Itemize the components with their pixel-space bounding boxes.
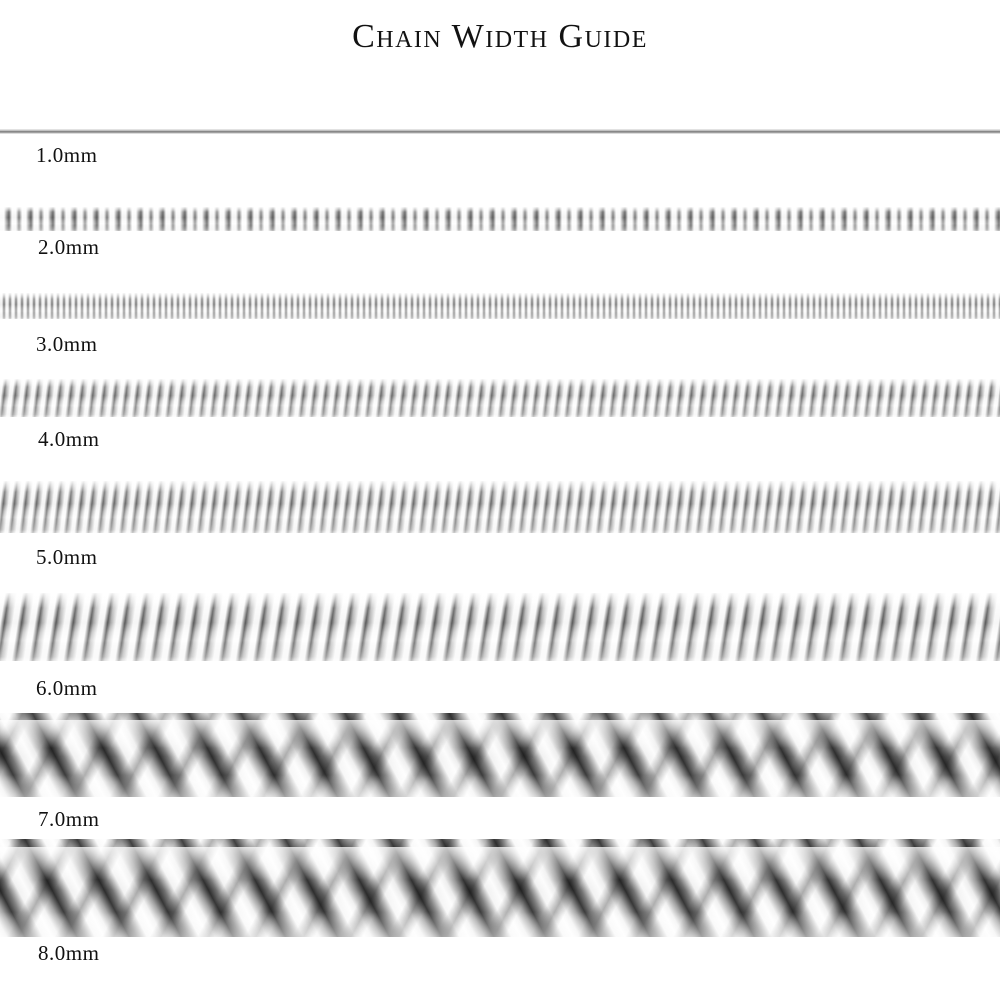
chain-strip-6-0mm	[0, 593, 1000, 661]
chain-label-1-0mm: 1.0mm	[36, 143, 98, 167]
chain-strip-5-0mm	[0, 481, 1000, 533]
chain-label-8-0mm: 8.0mm	[38, 941, 100, 965]
chain-texture-fine-line	[0, 129, 1000, 134]
chain-label-3-0mm: 3.0mm	[36, 332, 98, 356]
chain-strip-7-0mm	[0, 713, 1000, 797]
chain-label-4-0mm: 4.0mm	[38, 427, 100, 451]
chain-strip-4-0mm	[0, 379, 1000, 417]
chain-label-6-0mm: 6.0mm	[36, 676, 98, 700]
chain-strip-2-0mm	[0, 207, 1000, 231]
chain-label-2-0mm: 2.0mm	[38, 235, 100, 259]
chain-texture-snake	[0, 379, 1000, 417]
chain-texture-rope-cross	[0, 839, 1000, 937]
page-title: Chain Width Guide	[352, 18, 648, 55]
chain-texture-snake	[0, 481, 1000, 533]
chain-texture-snake-fine	[0, 293, 1000, 319]
chain-label-7-0mm: 7.0mm	[38, 807, 100, 831]
chain-texture-bead	[0, 207, 1000, 231]
chain-texture-rope-cross	[0, 713, 1000, 797]
chain-texture-snake-wide	[0, 593, 1000, 661]
chain-strip-1-0mm	[0, 128, 1000, 135]
chain-strip-3-0mm	[0, 293, 1000, 319]
chain-strip-8-0mm	[0, 839, 1000, 937]
chain-label-5-0mm: 5.0mm	[36, 545, 98, 569]
